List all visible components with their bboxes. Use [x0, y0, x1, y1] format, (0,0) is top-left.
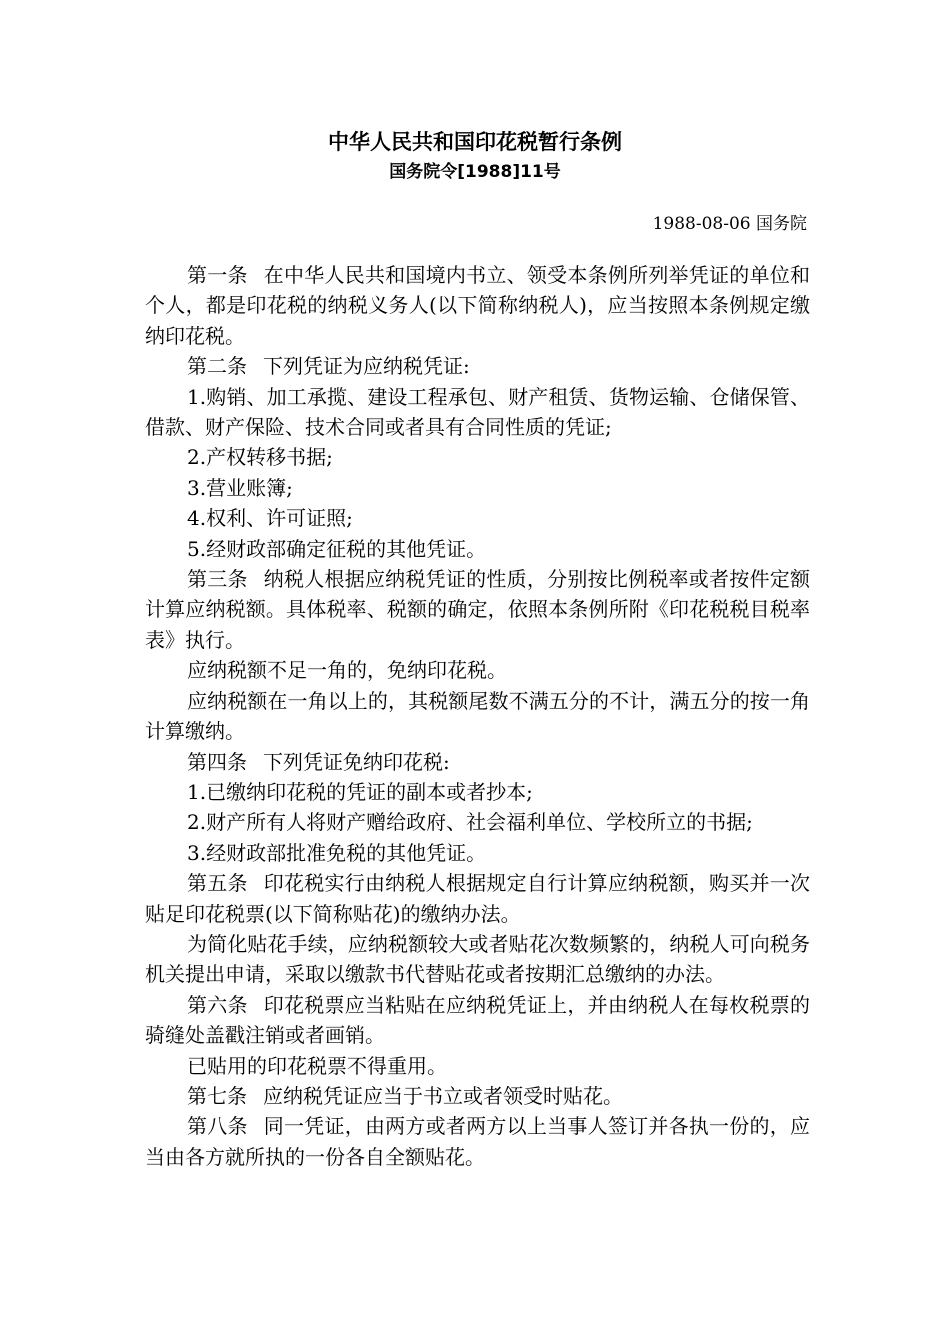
- paragraph: [145, 868, 810, 929]
- paragraph-text: 印花税实行由纳税人根据规定自行计算应纳税额，购买并一次贴足印花税票(以下简称贴花)的缴纳办法。: [145, 871, 811, 926]
- paragraph-text: 5.经财政部确定征税的其他凭证。: [187, 536, 487, 561]
- paragraph: [145, 1111, 810, 1172]
- paragraph-text: 下列凭证为应纳税凭证:: [263, 354, 470, 379]
- paragraph-text: 2.财产所有人将财产赠给政府、社会福利单位、学校所立的书据;: [187, 810, 753, 835]
- paragraph-text: 下列凭证免纳印花税:: [263, 749, 450, 774]
- paragraph: [145, 777, 810, 807]
- paragraph: [145, 534, 810, 564]
- article-number: 第七条: [187, 1083, 247, 1108]
- paragraph-text: 印花税票应当粘贴在应纳税凭证上，并由纳税人在每枚税票的骑缝处盖戳注销或者画销。: [145, 992, 811, 1048]
- article-number: 第五条: [187, 871, 248, 896]
- paragraph: [145, 260, 810, 351]
- paragraph: [145, 564, 810, 655]
- paragraph-text: 2.产权转移书据;: [187, 445, 333, 470]
- paragraph: [145, 990, 810, 1051]
- article-number: 第八条: [187, 1114, 248, 1139]
- paragraph: [145, 382, 810, 443]
- paragraph-text: 在中华人民共和国境内书立、领受本条例所列举凭证的单位和个人，都是印花税的纳税义务人(以下简称纳税人)，应当按照本条例规定缴纳印花税。: [145, 263, 811, 348]
- document-title: 中华人民共和国印花税暂行条例: [328, 130, 622, 154]
- article-number: 第一条: [187, 263, 248, 287]
- paragraph-text: 纳税人根据应纳税凭证的性质，分别按比例税率或者按件定额计算应纳税额。具体税率、税额的确定，依照本条例所附《印花税税目税率表》执行。: [145, 567, 811, 652]
- paragraph: [145, 838, 810, 868]
- paragraph: [145, 655, 810, 685]
- document-subtitle: 国务院令[1988]11号: [389, 162, 561, 182]
- article-number: 第六条: [187, 992, 248, 1017]
- paragraph-text: 已贴用的印花税票不得重用。: [187, 1053, 447, 1078]
- paragraph: [145, 473, 810, 503]
- paragraph-text: 应纳税额在一角以上的，其税额尾数不满五分的不计，满五分的按一角计算缴纳。: [145, 688, 810, 744]
- paragraph-text: 同一凭证，由两方或者两方以上当事人签订并各执一份的，应当由各方就所执的一份各自全额贴花。: [145, 1114, 811, 1169]
- paragraph-text: 1.已缴纳印花税的凭证的副本或者抄本;: [187, 779, 533, 804]
- paragraph: [145, 747, 810, 777]
- paragraph-text: 3.营业账簿;: [187, 475, 293, 500]
- document-body: [145, 260, 810, 1172]
- paragraph: [145, 686, 810, 747]
- paragraph-text: 1.购销、加工承揽、建设工程承包、财产租赁、货物运输、仓储保管、借款、财产保险、技术合同或者具有合同性质的凭证;: [145, 384, 810, 440]
- paragraph: [145, 1081, 810, 1111]
- paragraph-text: 应纳税凭证应当于书立或者领受时贴花。: [263, 1083, 623, 1108]
- paragraph: [145, 807, 810, 837]
- paragraph: [145, 442, 810, 472]
- article-number: 第四条: [187, 749, 247, 774]
- paragraph-text: 3.经财政部批准免税的其他凭证。: [187, 840, 487, 865]
- paragraph: [145, 351, 810, 381]
- paragraph: [145, 1051, 810, 1081]
- paragraph-text: 应纳税额不足一角的，免纳印花税。: [187, 658, 507, 683]
- document-dateline: 1988-08-06 国务院: [652, 214, 807, 234]
- paragraph-text: 4.权利、许可证照;: [187, 506, 353, 531]
- paragraph-text: 为简化贴花手续，应纳税额较大或者贴花次数频繁的，纳税人可向税务机关提出申请，采取以缴款书代替贴花或者按期汇总缴纳的办法。: [145, 931, 810, 987]
- article-number: 第三条: [187, 567, 248, 592]
- paragraph: [145, 929, 810, 990]
- article-number: 第二条: [187, 354, 247, 379]
- paragraph: [145, 503, 810, 533]
